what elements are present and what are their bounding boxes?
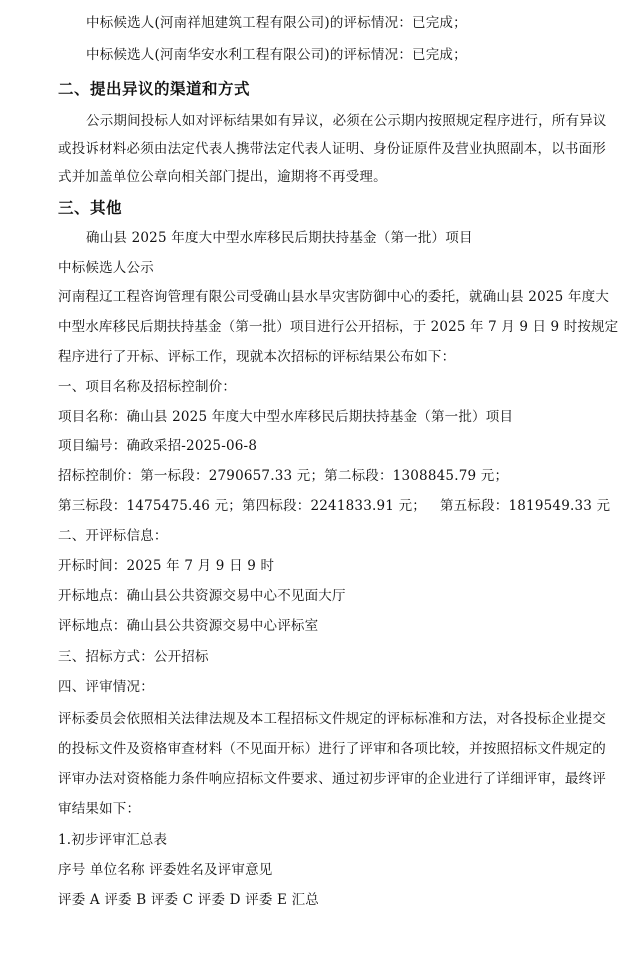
paragraph-line: 评标委员会依照相关法律法规及本工程招标文件规定的评标标准和方法，对各投标企业提交 bbox=[58, 711, 606, 727]
section-heading: 二、提出异议的渠道和方式 bbox=[58, 80, 251, 98]
paragraph-line: 公示期间投标人如对评标结果如有异议，必须在公示期内按照规定程序进行，所有异议 bbox=[86, 113, 607, 129]
paragraph-line: 审结果如下： bbox=[58, 801, 141, 817]
control-price-line bbox=[58, 497, 610, 515]
candidate-status-line: 中标候选人(河南华安水利工程有限公司)的评标情况：已完成； bbox=[86, 47, 467, 63]
paragraph-line: 评审办法对资格能力条件响应招标文件要求、通过初步评审的企业进行了详细评审，最终评 bbox=[58, 771, 606, 787]
candidate-status-line: 中标候选人(河南祥旭建筑工程有限公司)的评标情况：已完成； bbox=[86, 15, 467, 31]
info-line: 评标地点：确山县公共资源交易中心评标室 bbox=[58, 618, 319, 634]
paragraph-line: 或投诉材料必须由法定代表人携带法定代表人证明、身份证原件及营业执照副本，以书面形 bbox=[58, 141, 606, 157]
subsection-heading: 二、开评标信息： bbox=[58, 528, 168, 544]
table-caption: 1.初步评审汇总表 bbox=[58, 832, 168, 848]
project-title-line: 确山县 2025 年度大中型水库移民后期扶持基金（第一批）项目 bbox=[86, 230, 473, 246]
paragraph-line: 河南程辽工程咨询管理有限公司受确山县水旱灾害防御中心的委托，就确山县 2025 年度大 bbox=[58, 289, 610, 305]
info-line: 项目名称：确山县 2025 年度大中型水库移民后期扶持基金（第一批）项目 bbox=[58, 409, 514, 425]
section-heading: 三、其他 bbox=[58, 199, 123, 217]
notice-title-line: 中标候选人公示 bbox=[58, 260, 154, 276]
paragraph-line: 中型水库移民后期扶持基金（第一批）项目进行公开招标，于 2025 年 7 月 9 日 9 时按规定 bbox=[58, 319, 619, 335]
subsection-heading: 一、项目名称及招标控制价： bbox=[58, 379, 237, 395]
paragraph-line: 的投标文件及资格审查材料（不见面开标）进行了评审和各项比较，并按照招标文件规定的 bbox=[58, 741, 606, 757]
paragraph-line: 程序进行了开标、评标工作，现就本次招标的评标结果公布如下： bbox=[58, 349, 456, 365]
table-header-row: 序号 单位名称 评委姓名及评审意见 bbox=[58, 862, 273, 878]
subsection-heading: 三、招标方式：公开招标 bbox=[58, 649, 209, 665]
info-line: 开标地点：确山县公共资源交易中心不见面大厅 bbox=[58, 588, 346, 604]
table-header-row: 评委 A 评委 B 评委 C 评委 D 评委 E 汇总 bbox=[58, 892, 319, 908]
info-line: 开标时间：2025 年 7 月 9 日 9 时 bbox=[58, 558, 275, 574]
control-price-segment: 第五标段：1819549.33 元 bbox=[439, 498, 611, 514]
control-price-line: 招标控制价：第一标段：2790657.33 元；第二标段：1308845.79 元； bbox=[58, 468, 509, 484]
subsection-heading: 四、评审情况： bbox=[58, 679, 154, 695]
paragraph-line: 式并加盖单位公章向相关部门提出，逾期将不再受理。 bbox=[58, 169, 387, 185]
info-line: 项目编号：确政采招-2025-06-8 bbox=[58, 438, 258, 454]
control-price-segment: 第三标段：1475475.46 元；第四标段：2241833.91 元； bbox=[58, 498, 426, 514]
